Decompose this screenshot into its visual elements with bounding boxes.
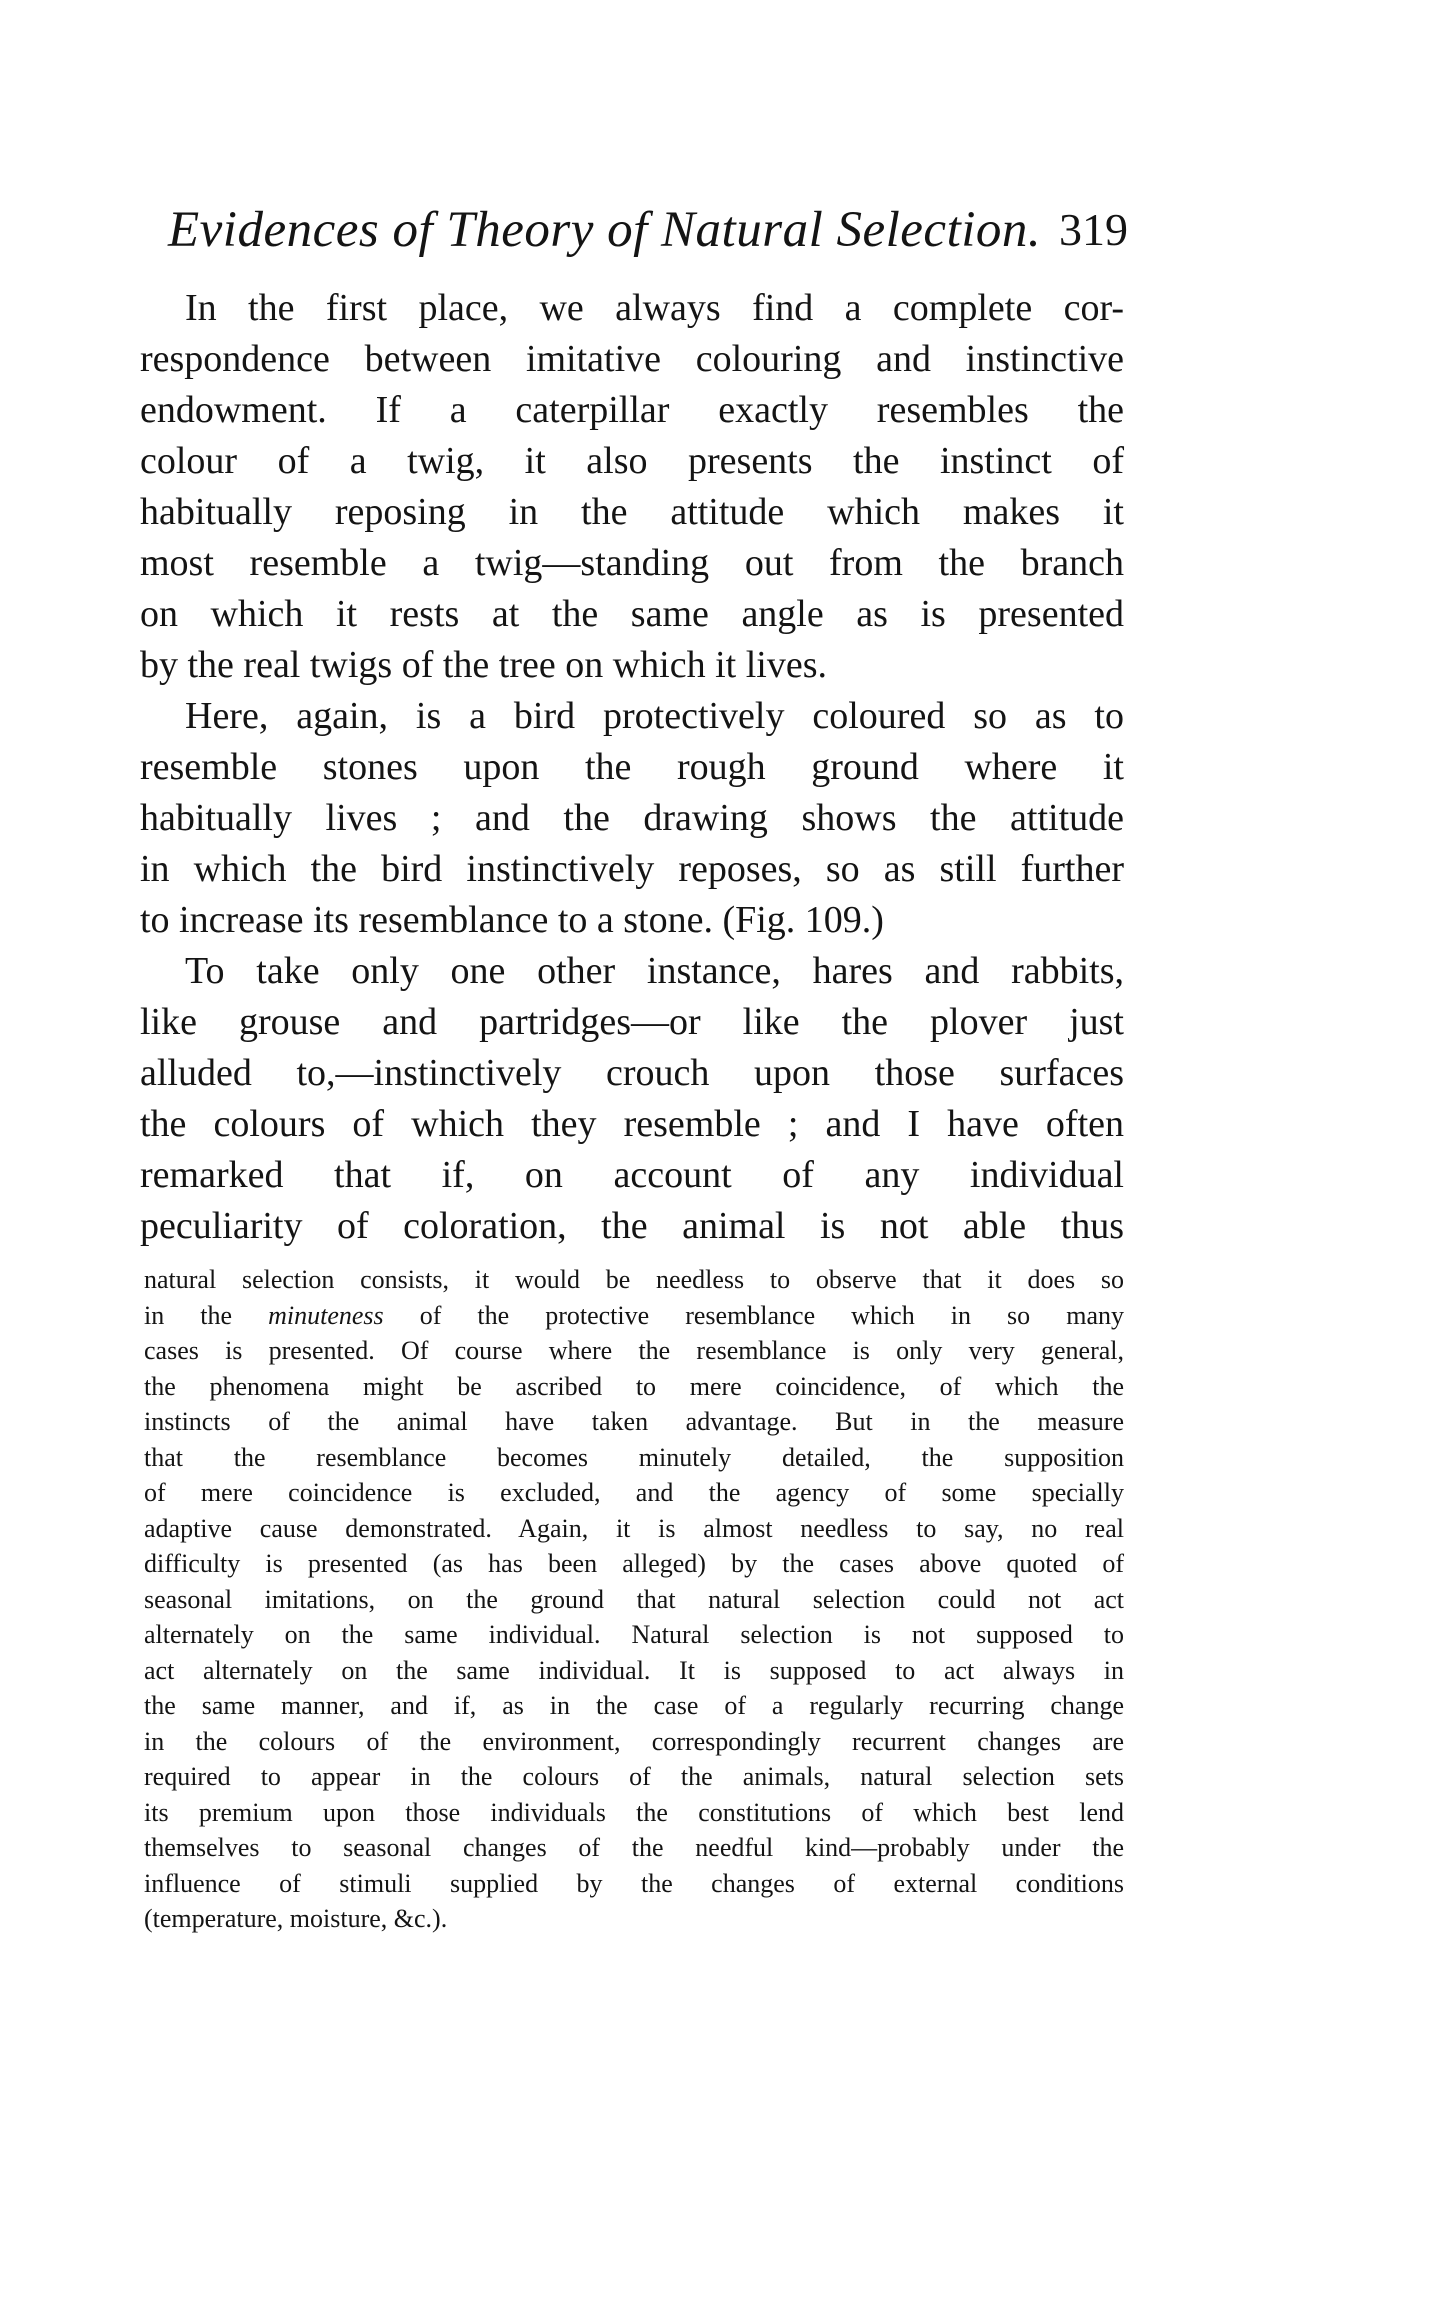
text-line: on which it rests at the same angle as is presented <box>140 593 1124 635</box>
main-text <box>140 283 1124 1252</box>
footnote-line: its premium upon those individuals the constitutions of which best lend <box>144 1797 1124 1827</box>
running-title: Evidences of Theory of Natural Selection. <box>168 202 1042 258</box>
text-line: habitually reposing in the attitude which makes it <box>140 491 1124 533</box>
text-line: habitually lives ; and the drawing shows the attitude <box>140 797 1124 839</box>
text-line: In the first place, we always find a complete cor- <box>185 287 1124 329</box>
footnote-line: cases is presented. Of course where the resemblance is only very general, <box>144 1336 1124 1365</box>
text-line: in which the bird instinctively reposes, so as still further <box>140 848 1124 890</box>
text-line: Here, again, is a bird protectively coloured so as to <box>185 695 1124 737</box>
text-line: like grouse and partridges—or like the plover just <box>140 1001 1124 1043</box>
footnote-line: in the colours of the environment, correspondingly recurrent changes are <box>144 1726 1124 1756</box>
text-line: to increase its resemblance to a stone. (Fig. 109.) <box>140 899 884 941</box>
footnote <box>144 1262 1124 1937</box>
footnote-italic-term: minuteness <box>268 1300 384 1330</box>
text-line: most resemble a twig—standing out from the branch <box>140 542 1124 584</box>
footnote-line: instincts of the animal have taken advantage. But in the measure <box>144 1407 1124 1436</box>
text-line: peculiarity of coloration, the animal is not able thus <box>140 1205 1124 1247</box>
footnote-line: natural selection consists, it would be needless to observe that it does so <box>144 1265 1124 1294</box>
text-line: alluded to,—instinctively crouch upon those surfaces <box>140 1052 1124 1094</box>
footnote-line: influence of stimuli supplied by the changes of external conditions <box>144 1868 1124 1898</box>
footnote-line: themselves to seasonal changes of the needful kind—probably under the <box>144 1833 1124 1862</box>
text-line: To take only one other instance, hares and rabbits, <box>185 950 1124 992</box>
footnote-line <box>144 1298 1124 1334</box>
footnote-line: alternately on the same individual. Natural selection is not supposed to <box>144 1620 1124 1649</box>
paragraph-bird <box>140 691 1124 946</box>
page-number: 319 <box>1059 204 1128 255</box>
footnote-line: seasonal imitations, on the ground that natural selection could not act <box>144 1584 1124 1614</box>
text-line: colour of a twig, it also presents the instinct of <box>140 440 1124 482</box>
footnote-line: required to appear in the colours of the animals, natural selection sets <box>144 1762 1124 1791</box>
footnote-line: that the resemblance becomes minutely detailed, the supposition <box>144 1442 1124 1472</box>
footnote-line: the same manner, and if, as in the case of a regularly recurring change <box>144 1691 1124 1720</box>
footnote-line: of mere coincidence is excluded, and the agency of some specially <box>144 1478 1124 1507</box>
footnote-line: the phenomena might be ascribed to mere coincidence, of which the <box>144 1371 1124 1401</box>
text-line: remarked that if, on account of any individual <box>140 1154 1124 1196</box>
page-header <box>168 190 1128 270</box>
text-line: the colours of which they resemble ; and I have often <box>140 1103 1124 1145</box>
paragraph-caterpillar <box>140 283 1124 691</box>
paragraph-hares <box>140 946 1124 1252</box>
footnote-line: adaptive cause demonstrated. Again, it is almost needless to say, no real <box>144 1513 1124 1543</box>
text-line: resemble stones upon the rough ground where it <box>140 746 1124 788</box>
text-line: endowment. If a caterpillar exactly resembles the <box>140 389 1124 431</box>
footnote-text: in the <box>144 1300 269 1330</box>
footnote-line: difficulty is presented (as has been alleged) by the cases above quoted of <box>144 1549 1124 1578</box>
footnote-line: (temperature, moisture, &c.). <box>144 1904 448 1933</box>
text-line: respondence between imitative colouring and instinctive <box>140 338 1124 380</box>
footnote-text: of the protective resemblance which in so many <box>383 1300 1124 1330</box>
text-line: by the real twigs of the tree on which it lives. <box>140 644 827 686</box>
footnote-line: act alternately on the same individual. It is supposed to act always in <box>144 1655 1124 1685</box>
